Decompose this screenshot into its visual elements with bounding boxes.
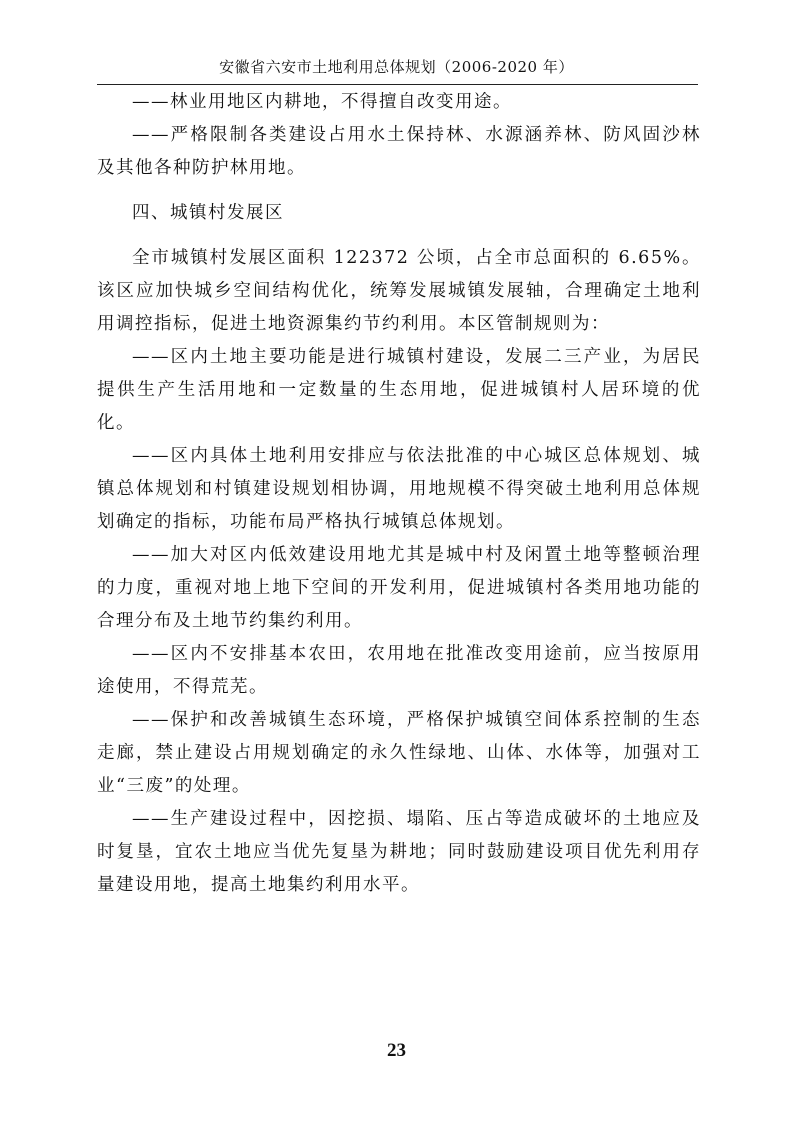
paragraph-rule-coordination: ——区内具体土地利用安排应与依法批准的中心城区总体规划、城镇总体规划和村镇建设规划相协调，用地规模不得突破土地利用总体规划确定的指标，功能布局严格执行城镇总体规划。	[97, 446, 701, 532]
section-heading: 四、城镇村发展区	[132, 203, 284, 223]
document-body	[97, 86, 701, 902]
paragraph-rule-main-function: ——区内土地主要功能是进行城镇村建设，发展二三产业，为居民提供生产生活用地和一定数量的生态用地，促进城镇村人居环境的优化。	[97, 347, 701, 433]
header-divider	[97, 84, 698, 85]
paragraph-rule-no-basic-farmland: ——区内不安排基本农田，农用地在批准改变用途前，应当按原用途使用，不得荒芜。	[97, 644, 701, 697]
paragraph-rule-inefficient-land: ——加大对区内低效建设用地尤其是城中村及闲置土地等整顿治理的力度，重视对地上地下空间的开发利用，促进城镇村各类用地功能的合理分布及土地节约集约利用。	[97, 545, 701, 631]
paragraph-forest-farmland: ——林业用地区内耕地，不得擅自改变用途。	[132, 92, 512, 112]
page-number: 23	[387, 1040, 406, 1061]
running-header: 安徽省六安市土地利用总体规划（2006-2020 年）	[219, 58, 574, 76]
paragraph-area-overview: 全市城镇村发展区面积 122372 公顷，占全市总面积的 6.65%。该区应加快城乡空间结构优化，统筹发展城镇发展轴，合理确定土地利用调控指标，促进土地资源集约节约利用。本区管制规则为：	[97, 248, 701, 334]
paragraph-rule-ecology: ——保护和改善城镇生态环境，严格保护城镇空间体系控制的生态走廊，禁止建设占用规划确定的永久性绿地、山体、水体等，加强对工业“三废”的处理。	[97, 710, 701, 796]
paragraph-rule-reclamation: ——生产建设过程中，因挖损、塌陷、压占等造成破坏的土地应及时复垦，宜农土地应当优先复垦为耕地；同时鼓励建设项目优先利用存量建设用地，提高土地集约利用水平。	[97, 809, 701, 895]
paragraph-protective-forest: ——严格限制各类建设占用水土保持林、水源涵养林、防风固沙林及其他各种防护林用地。	[97, 125, 701, 178]
